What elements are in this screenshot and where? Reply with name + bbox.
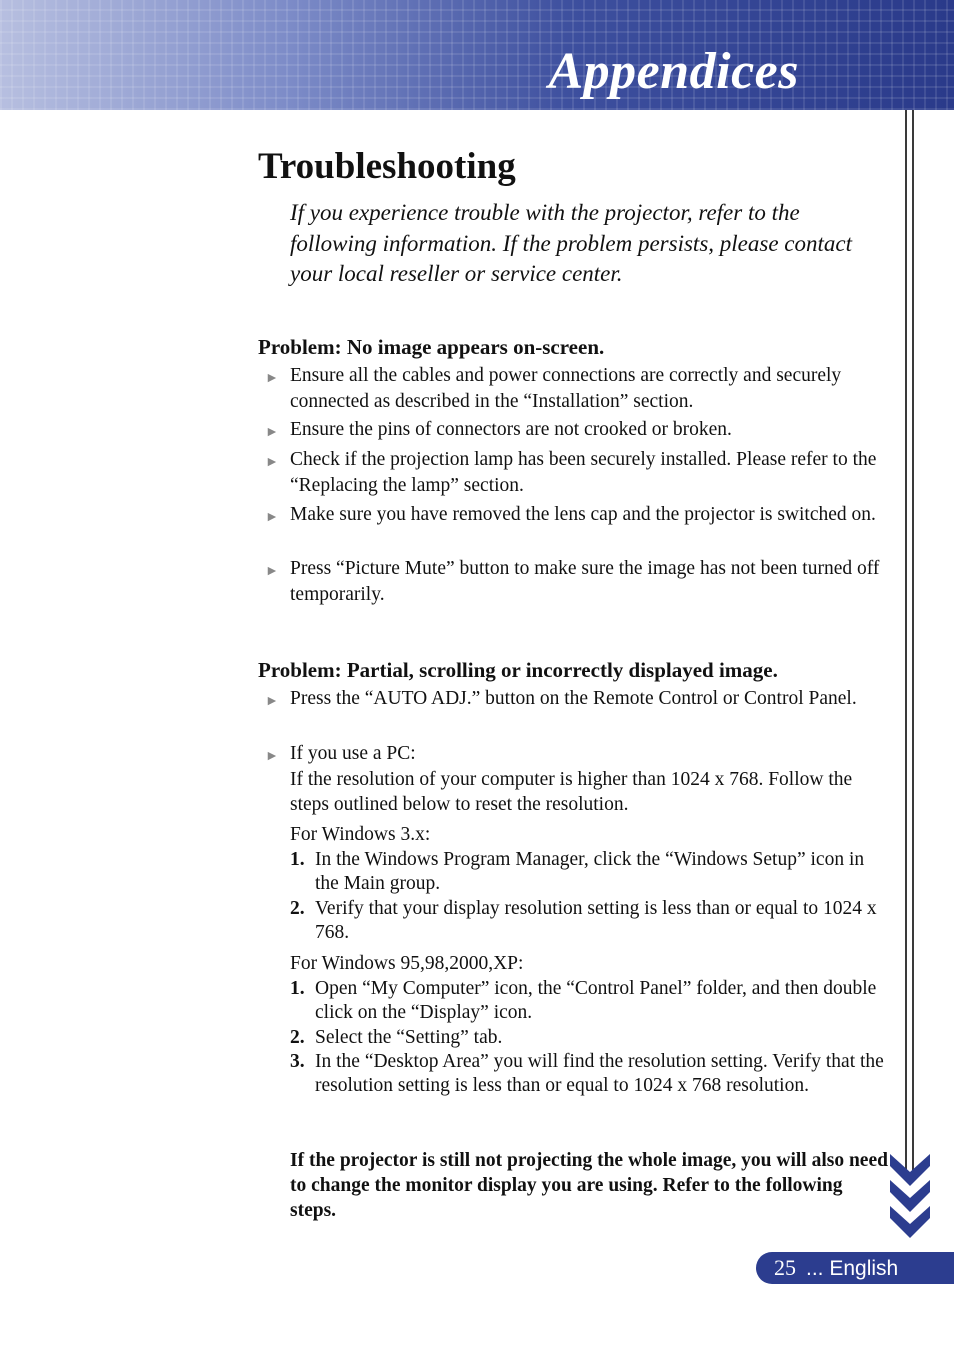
step-number: 3. — [290, 1051, 305, 1072]
bullet-arrow-icon: ► — [265, 749, 279, 764]
chevron-down-icon — [888, 1204, 932, 1240]
step-number: 1. — [290, 978, 305, 999]
os-label: For Windows 3.x: — [290, 824, 431, 845]
list-item-text: Ensure all the cables and power connections are correctly and securely connected as described in the “Installation” section. — [290, 365, 842, 412]
list-item — [265, 686, 890, 712]
bullet-arrow-icon: ► — [265, 371, 279, 386]
step-text: In the “Desktop Area” you will find the resolution setting. Verify that the resolution setting is less than or equal to 1024 x 768 resolution. — [315, 1051, 884, 1096]
page-number-badge — [756, 1252, 954, 1284]
os-label: For Windows 95,98,2000,XP: — [290, 953, 524, 974]
list-item — [265, 447, 890, 499]
intro-paragraph: If you experience trouble with the projector, refer to the following information. If the problem persists, please contact your local reseller or service center. — [290, 200, 852, 286]
list-item — [265, 556, 890, 608]
page-language: ... English — [806, 1257, 899, 1280]
list-item — [265, 417, 890, 443]
bullet-arrow-icon: ► — [265, 564, 279, 579]
list-item — [265, 363, 890, 415]
problem-heading: Problem: Partial, scrolling or incorrectly displayed image. — [258, 658, 778, 682]
step-text: Select the “Setting” tab. — [315, 1027, 503, 1048]
list-item-text: Make sure you have removed the lens cap and the projector is switched on. — [290, 504, 876, 525]
bullet-arrow-icon: ► — [265, 455, 279, 470]
numbered-step — [290, 977, 890, 1025]
step-text: In the Windows Program Manager, click the “Windows Setup” icon in the Main group. — [315, 849, 865, 894]
list-item-text: Check if the projection lamp has been securely installed. Please refer to the “Replacing the lamp” section. — [290, 449, 877, 496]
step-number: 1. — [290, 849, 305, 870]
page-title: Troubleshooting — [258, 146, 516, 187]
header-title: Appendices — [548, 43, 799, 100]
numbered-step — [290, 1026, 890, 1050]
numbered-step — [290, 1050, 890, 1098]
list-item-text: Press “Picture Mute” button to make sure the image has not been turned off temporarily. — [290, 558, 880, 605]
pc-note: If the resolution of your computer is higher than 1024 x 768. Follow the steps outlined below to reset the resolution. — [290, 769, 853, 815]
step-number: 2. — [290, 1027, 305, 1048]
margin-rule-right — [912, 110, 914, 1170]
list-item-text: Ensure the pins of connectors are not crooked or broken. — [290, 419, 732, 440]
margin-rule-left — [905, 110, 907, 1170]
list-item-text: If you use a PC: — [290, 743, 416, 764]
step-text: Open “My Computer” icon, the “Control Panel” folder, and then double click on the “Display” icon. — [315, 978, 877, 1023]
list-item-text: Press the “AUTO ADJ.” button on the Remote Control or Control Panel. — [290, 688, 857, 709]
closing-note: If the projector is still not projecting the whole image, you will also need to change the monitor display you are using. Refer to the following steps. — [290, 1150, 888, 1221]
page-number: 25 — [774, 1255, 796, 1280]
list-item — [265, 502, 890, 528]
numbered-step — [290, 897, 890, 945]
list-item — [265, 741, 890, 767]
numbered-step — [290, 848, 890, 896]
header-banner — [0, 0, 954, 110]
bullet-arrow-icon: ► — [265, 510, 279, 525]
problem-heading: Problem: No image appears on-screen. — [258, 335, 605, 359]
step-text: Verify that your display resolution setting is less than or equal to 1024 x 768. — [315, 898, 877, 943]
bullet-arrow-icon: ► — [265, 425, 279, 440]
bullet-arrow-icon: ► — [265, 694, 279, 709]
step-number: 2. — [290, 898, 305, 919]
